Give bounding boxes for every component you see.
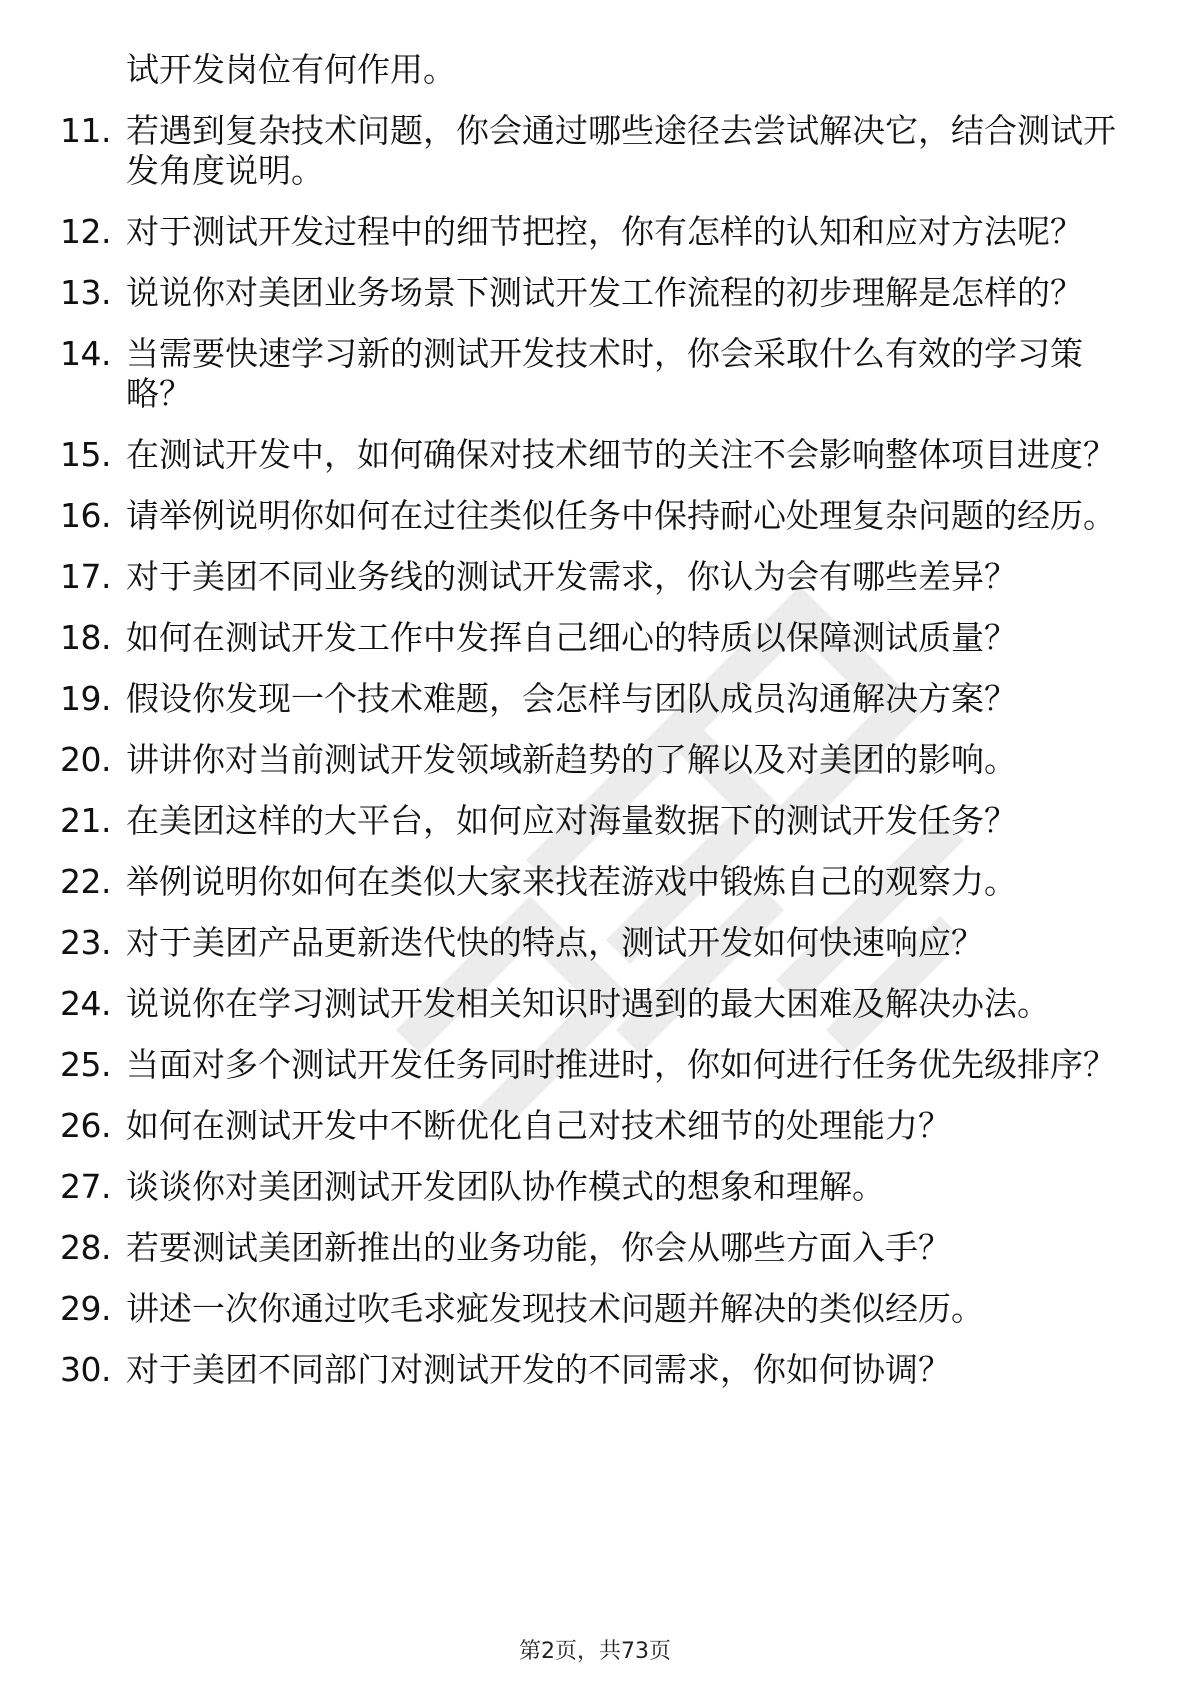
list-item <box>60 740 1120 780</box>
question-number: 18. <box>60 618 111 657</box>
question-text: 说说你对美团业务场景下测试开发工作流程的初步理解是怎样的？ <box>126 273 1083 312</box>
question-number: 15. <box>60 435 111 474</box>
list-item <box>60 984 1120 1024</box>
list-item <box>60 212 1120 252</box>
list-item <box>60 496 1120 536</box>
question-number: 19. <box>60 679 111 718</box>
question-text: 在测试开发中，如何确保对技术细节的关注不会影响整体项目进度？ <box>126 435 1116 474</box>
list-item <box>60 801 1120 841</box>
list-item <box>60 111 1120 191</box>
question-number: 25. <box>60 1045 111 1084</box>
question-text: 当面对多个测试开发任务同时推进时，你如何进行任务优先级排序？ <box>126 1045 1116 1084</box>
list-item <box>60 1045 1120 1085</box>
question-text: 说说你在学习测试开发相关知识时遇到的最大困难及解决办法。 <box>126 984 1050 1023</box>
list-item <box>60 1350 1120 1390</box>
question-number: 24. <box>60 984 111 1023</box>
question-text: 请举例说明你如何在过往类似任务中保持耐心处理复杂问题的经历。 <box>126 496 1116 535</box>
list-item <box>60 1289 1120 1329</box>
question-number: 30. <box>60 1350 111 1389</box>
question-number: 13. <box>60 273 111 312</box>
question-text: 讲讲你对当前测试开发领域新趋势的了解以及对美团的影响。 <box>126 740 1017 779</box>
list-item <box>60 862 1120 902</box>
question-text: 试开发岗位有何作用。 <box>126 50 456 89</box>
question-number: 20. <box>60 740 111 779</box>
list-item <box>60 1167 1120 1207</box>
question-number: 21. <box>60 801 111 840</box>
question-text: 在美团这样的大平台，如何应对海量数据下的测试开发任务？ <box>126 801 1017 840</box>
question-number: 22. <box>60 862 111 901</box>
question-text: 对于美团不同业务线的测试开发需求，你认为会有哪些差异？ <box>126 557 1017 596</box>
list-item <box>60 1228 1120 1268</box>
question-number: 12. <box>60 212 111 251</box>
list-item <box>60 1106 1120 1146</box>
question-number: 29. <box>60 1289 111 1328</box>
list-item <box>60 334 1120 414</box>
question-number: 28. <box>60 1228 111 1267</box>
list-item <box>60 679 1120 719</box>
question-number: 23. <box>60 923 111 962</box>
question-number: 27. <box>60 1167 111 1206</box>
question-number: 16. <box>60 496 111 535</box>
question-text: 若要测试美团新推出的业务功能，你会从哪些方面入手？ <box>126 1228 951 1267</box>
list-item <box>60 435 1120 475</box>
question-text: 举例说明你如何在类似大家来找茬游戏中锻炼自己的观察力。 <box>126 862 1017 901</box>
question-number: 11. <box>60 111 111 150</box>
list-item <box>60 923 1120 963</box>
list-item <box>60 557 1120 597</box>
question-text: 如何在测试开发工作中发挥自己细心的特质以保障测试质量？ <box>126 618 1017 657</box>
list-item <box>60 618 1120 658</box>
question-list <box>60 50 1120 1411</box>
question-text: 当需要快速学习新的测试开发技术时，你会采取什么有效的学习策略？ <box>126 334 1083 413</box>
list-item-continuation <box>60 50 1120 90</box>
question-text: 若遇到复杂技术问题，你会通过哪些途径去尝试解决它，结合测试开发角度说明。 <box>126 111 1116 190</box>
question-number: 26. <box>60 1106 111 1145</box>
page-footer: 第2页，共73页 <box>519 1639 671 1664</box>
list-item <box>60 273 1120 313</box>
question-number: 17. <box>60 557 111 596</box>
question-text: 对于美团产品更新迭代快的特点，测试开发如何快速响应？ <box>126 923 984 962</box>
question-text: 讲述一次你通过吹毛求疵发现技术问题并解决的类似经历。 <box>126 1289 984 1328</box>
question-text: 对于美团不同部门对测试开发的不同需求，你如何协调？ <box>126 1350 951 1389</box>
question-text: 对于测试开发过程中的细节把控，你有怎样的认知和应对方法呢？ <box>126 212 1083 251</box>
question-number: 14. <box>60 334 111 373</box>
question-text: 假设你发现一个技术难题，会怎样与团队成员沟通解决方案？ <box>126 679 1017 718</box>
question-text: 谈谈你对美团测试开发团队协作模式的想象和理解。 <box>126 1167 885 1206</box>
question-text: 如何在测试开发中不断优化自己对技术细节的处理能力？ <box>126 1106 951 1145</box>
